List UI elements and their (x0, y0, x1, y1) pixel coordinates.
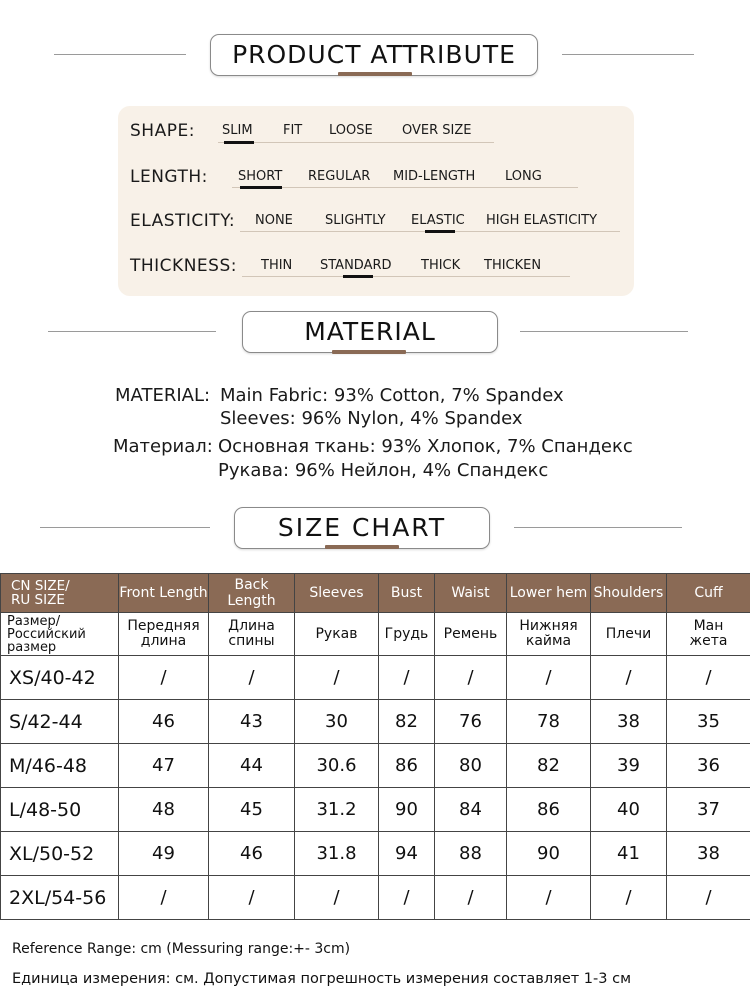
attr-option: NONE (255, 213, 293, 228)
table-cell: 38 (591, 700, 667, 744)
table-cell: 86 (507, 788, 591, 832)
selected-marker (224, 141, 254, 144)
table-cell: 48 (119, 788, 209, 832)
table-cell: / (379, 876, 435, 920)
attr-option: SHORT (238, 169, 283, 184)
size-cell: CN SIZE/ RU SIZE (1, 574, 119, 613)
attr-row-line (218, 142, 494, 143)
section-title-material: MATERIAL (304, 317, 436, 346)
table-cell: 90 (379, 788, 435, 832)
table-cell: / (119, 876, 209, 920)
table-header-row (1, 574, 750, 613)
material-line-ru-1: Основная ткань: 93% Хлопок, 7% Спандекс (218, 436, 633, 457)
material-label-ru: Материал: (113, 436, 213, 457)
attr-option: FIT (283, 123, 303, 138)
table-cell: 38 (667, 832, 750, 876)
table-row (1, 788, 750, 832)
table-cell: 39 (591, 744, 667, 788)
material-line-en-2: Sleeves: 96% Nylon, 4% Spandex (220, 408, 523, 429)
table-cell: / (507, 656, 591, 700)
selected-marker (343, 275, 373, 278)
attr-option: LOOSE (329, 123, 373, 138)
attr-option: THIN (261, 258, 293, 273)
divider-line (54, 54, 186, 55)
material-label-en: MATERIAL: (115, 385, 211, 406)
table-cell: Рукав (295, 613, 379, 656)
table-cell: Нижняя кайма (507, 613, 591, 656)
size-cell: XS/40-42 (1, 656, 119, 700)
table-cell: Bust (379, 574, 435, 613)
size-chart-table (0, 573, 750, 920)
divider-line (514, 527, 682, 528)
table-cell: Shoulders (591, 574, 667, 613)
title-accent-bar (332, 350, 406, 354)
attr-label-elasticity: ELASTICITY: (130, 211, 236, 231)
section-title-size-chart: SIZE CHART (277, 513, 447, 542)
attr-option: MID-LENGTH (393, 169, 476, 184)
table-header-row-ru (1, 613, 750, 656)
table-cell: 46 (209, 832, 295, 876)
table-cell: 90 (507, 832, 591, 876)
material-line-ru-2: Рукава: 96% Нейлон, 4% Спандекс (218, 460, 549, 481)
table-cell: Front Length (119, 574, 209, 613)
table-cell: 76 (435, 700, 507, 744)
attr-option: REGULAR (308, 169, 371, 184)
table-cell: 37 (667, 788, 750, 832)
table-cell: Sleeves (295, 574, 379, 613)
table-cell: 30.6 (295, 744, 379, 788)
table-cell: Lower hem (507, 574, 591, 613)
table-cell: 82 (507, 744, 591, 788)
table-cell: / (667, 656, 750, 700)
divider-line (48, 331, 216, 332)
section-title-product-attribute: PRODUCT ATTRIBUTE (232, 40, 516, 69)
divider-line (40, 527, 210, 528)
title-accent-bar (325, 545, 399, 549)
table-cell: Длина спины (209, 613, 295, 656)
table-row (1, 832, 750, 876)
material-line-en-1: Main Fabric: 93% Cotton, 7% Spandex (220, 385, 564, 406)
table-cell: / (209, 656, 295, 700)
table-cell: 31.8 (295, 832, 379, 876)
table-cell: Ремень (435, 613, 507, 656)
section-title-box (234, 507, 490, 549)
table-cell: 86 (379, 744, 435, 788)
attr-option: HIGH ELASTICITY (486, 213, 598, 228)
table-cell: 88 (435, 832, 507, 876)
table-cell: Передняя длина (119, 613, 209, 656)
table-cell: / (435, 656, 507, 700)
table-cell: 36 (667, 744, 750, 788)
table-cell: / (435, 876, 507, 920)
attr-option: OVER SIZE (402, 123, 472, 138)
selected-marker (425, 230, 455, 233)
table-cell: 84 (435, 788, 507, 832)
reference-range-note: Reference Range: cm (Messuring range:+- 3cm) (12, 941, 351, 957)
table-cell: / (379, 656, 435, 700)
table-cell: 78 (507, 700, 591, 744)
section-title-box (242, 311, 498, 353)
size-cell: S/42-44 (1, 700, 119, 744)
table-cell: Грудь (379, 613, 435, 656)
attr-label-shape: SHAPE: (130, 121, 195, 141)
table-cell: / (591, 876, 667, 920)
table-cell: / (119, 656, 209, 700)
attr-option: THICKEN (484, 258, 542, 273)
table-cell: 40 (591, 788, 667, 832)
measurement-note-ru: Единица измерения: см. Допустимая погрешность измерения составляет 1-3 см (12, 971, 632, 987)
table-cell: 44 (209, 744, 295, 788)
table-cell: / (667, 876, 750, 920)
table-cell: Плечи (591, 613, 667, 656)
size-cell: 2XL/54-56 (1, 876, 119, 920)
table-cell: 49 (119, 832, 209, 876)
table-cell: 31.2 (295, 788, 379, 832)
table-cell: Ман жета (667, 613, 750, 656)
table-cell: 46 (119, 700, 209, 744)
title-accent-bar (338, 72, 412, 76)
attr-row-line (232, 187, 578, 188)
section-title-box (210, 34, 538, 76)
table-cell: Back Length (209, 574, 295, 613)
table-row (1, 700, 750, 744)
size-cell: Размер/ Российский размер (1, 613, 119, 656)
attr-option: ELASTIC (411, 213, 465, 228)
divider-line (562, 54, 694, 55)
attr-option: SLIGHTLY (325, 213, 386, 228)
table-row (1, 656, 750, 700)
table-cell: 94 (379, 832, 435, 876)
table-cell: 41 (591, 832, 667, 876)
table-cell: / (591, 656, 667, 700)
attr-option: LONG (505, 169, 542, 184)
attr-label-thickness: THICKNESS: (130, 256, 237, 276)
table-cell: 35 (667, 700, 750, 744)
table-cell: 30 (295, 700, 379, 744)
table-cell: / (295, 876, 379, 920)
size-cell: M/46-48 (1, 744, 119, 788)
attr-option: STANDARD (320, 258, 392, 273)
attr-row-line (242, 276, 570, 277)
table-cell: 45 (209, 788, 295, 832)
table-row (1, 744, 750, 788)
size-cell: L/48-50 (1, 788, 119, 832)
table-cell: / (295, 656, 379, 700)
divider-line (520, 331, 688, 332)
selected-marker (240, 186, 282, 189)
table-cell: Cuff (667, 574, 750, 613)
table-cell: / (507, 876, 591, 920)
table-cell: 82 (379, 700, 435, 744)
table-cell: 80 (435, 744, 507, 788)
table-cell: / (209, 876, 295, 920)
size-cell: XL/50-52 (1, 832, 119, 876)
attr-label-length: LENGTH: (130, 167, 208, 187)
table-row (1, 876, 750, 920)
table-cell: Waist (435, 574, 507, 613)
attr-option: THICK (421, 258, 461, 273)
table-cell: 43 (209, 700, 295, 744)
attr-option: SLIM (222, 123, 253, 138)
table-cell: 47 (119, 744, 209, 788)
